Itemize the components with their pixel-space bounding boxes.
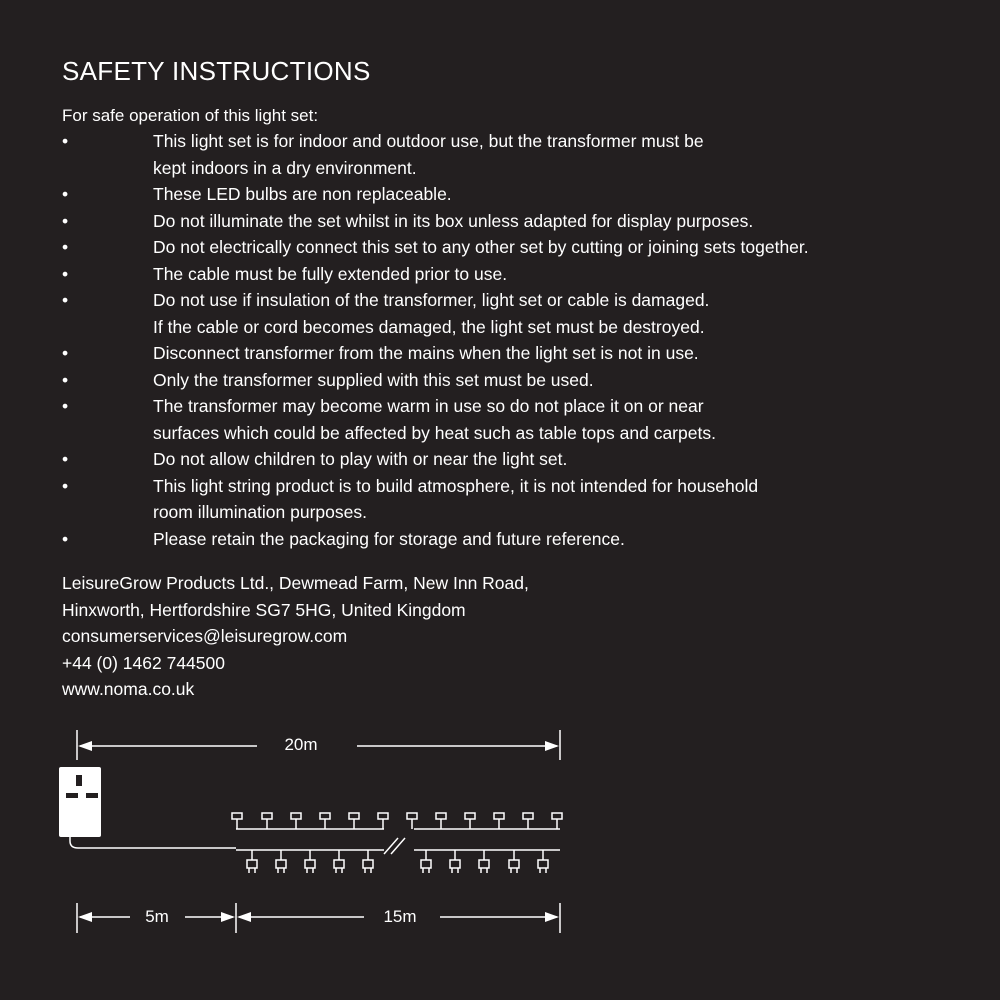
bulb-icon	[378, 813, 388, 829]
bullet-icon: •	[62, 290, 69, 310]
arrow-left-icon	[78, 912, 92, 922]
bullet-icon: •	[62, 210, 69, 231]
list-item	[62, 473, 809, 526]
list-item	[62, 208, 809, 235]
bulb-icon	[262, 813, 272, 829]
bulb-icon	[450, 850, 460, 873]
bulb-icon	[494, 813, 504, 829]
bullet-icon: •	[62, 263, 69, 284]
bullet-icon: •	[62, 343, 69, 363]
instruction-text: Only the transformer supplied with this set must be used.	[153, 369, 594, 390]
bullet-icon: •	[62, 396, 69, 416]
bulb-icon	[436, 813, 446, 829]
phone-number: +44 (0) 1462 744500	[62, 652, 225, 673]
bulb-icon	[552, 813, 562, 829]
bulb-icon	[479, 850, 489, 873]
bullet-icon: •	[62, 528, 69, 549]
instruction-text: This light set is for indoor and outdoor use, but the transformer must be kept indoors in a dry environment.	[153, 131, 704, 178]
address-line-2: Hinxworth, Hertfordshire SG7 5HG, United Kingdom	[62, 599, 466, 620]
bullet-icon: •	[62, 184, 69, 204]
bulb-icon	[349, 813, 359, 829]
total-length-label: 20m	[284, 735, 318, 754]
bulb-icon	[232, 813, 242, 829]
list-item	[62, 234, 809, 261]
list-item	[62, 446, 809, 473]
bullet-icon: •	[62, 131, 69, 151]
instruction-text: Disconnect transformer from the mains when the light set is not in use.	[153, 343, 699, 363]
instruction-text: These LED bulbs are non replaceable.	[153, 184, 452, 204]
lower-bulbs	[247, 850, 548, 873]
transformer-plug-icon	[59, 767, 101, 837]
bulb-icon	[465, 813, 475, 829]
website-link[interactable]: www.noma.co.uk	[62, 679, 195, 699]
instruction-text: Do not use if insulation of the transformer, light set or cable is damaged. If the cable or cord becomes damaged, the light set must be destroyed.	[153, 290, 710, 337]
instruction-text: Please retain the packaging for storage and future reference.	[153, 528, 625, 549]
bullet-icon: •	[62, 449, 69, 469]
bulb-icon	[509, 850, 519, 873]
cable	[70, 829, 560, 854]
list-item	[62, 128, 809, 181]
list-item	[62, 393, 809, 446]
bulb-icon	[305, 850, 315, 873]
break-mark	[384, 838, 398, 854]
list-item	[62, 287, 809, 340]
lit-length-label: 15m	[383, 907, 417, 926]
email-link[interactable]: consumerservices@leisuregrow.com	[62, 626, 348, 646]
list-item	[62, 261, 809, 288]
instructions-list	[62, 128, 809, 552]
list-item	[62, 181, 809, 208]
list-item	[62, 367, 809, 394]
page-title: SAFETY INSTRUCTIONS	[62, 56, 371, 86]
instruction-text: Do not electrically connect this set to any other set by cutting or joining sets together.	[153, 237, 809, 257]
bullet-icon: •	[62, 237, 69, 257]
list-item	[62, 340, 809, 367]
bulb-icon	[334, 850, 344, 873]
list-item	[62, 526, 809, 553]
bulb-icon	[320, 813, 330, 829]
instruction-text: Do not illuminate the set whilst in its box unless adapted for display purposes.	[153, 210, 754, 231]
intro-text: For safe operation of this light set:	[62, 106, 319, 125]
arrow-right-icon	[545, 912, 559, 922]
bulb-icon	[538, 850, 548, 873]
bulb-icon	[523, 813, 533, 829]
total-length-dimension	[77, 730, 560, 760]
bulb-icon	[276, 850, 286, 873]
instruction-text: Do not allow children to play with or near the light set.	[153, 449, 568, 469]
upper-bulbs	[232, 813, 562, 829]
company-contact	[62, 570, 529, 703]
bullet-icon: •	[62, 475, 69, 496]
light-set-diagram	[0, 720, 1000, 950]
lead-length-label: 5m	[145, 907, 169, 926]
arrow-right-icon	[221, 912, 235, 922]
instruction-text: The cable must be fully extended prior to use.	[153, 263, 508, 284]
break-mark	[391, 838, 405, 854]
bulb-icon	[291, 813, 301, 829]
bulb-icon	[363, 850, 373, 873]
instruction-text: This light string product is to build atmosphere, it is not intended for household room illumination purposes.	[153, 475, 759, 522]
bullet-icon: •	[62, 369, 69, 390]
bulb-icon	[421, 850, 431, 873]
address-line-1: LeisureGrow Products Ltd., Dewmead Farm, New Inn Road,	[62, 573, 529, 593]
bulb-icon	[407, 813, 417, 829]
arrow-right-icon	[545, 741, 559, 751]
bulb-icon	[247, 850, 257, 873]
instruction-text: The transformer may become warm in use so do not place it on or near surfaces which could be affected by heat such as table tops and carpets.	[153, 396, 716, 443]
arrow-left-icon	[237, 912, 251, 922]
arrow-left-icon	[78, 741, 92, 751]
